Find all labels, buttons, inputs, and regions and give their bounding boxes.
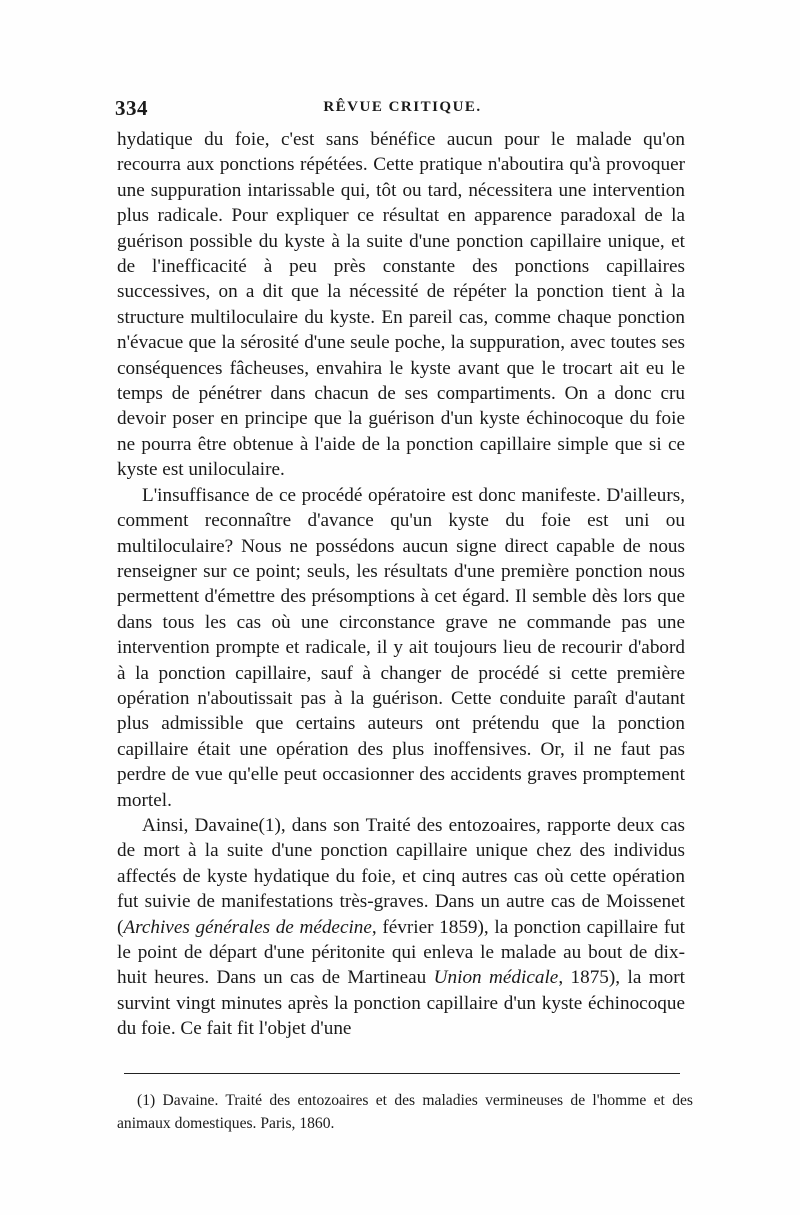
citation-archives: Archives générales de médecine	[123, 916, 372, 938]
footnote	[117, 1089, 693, 1135]
footnote-rule	[124, 1073, 680, 1074]
running-head	[115, 96, 690, 122]
journal-title: RÊVUE CRITIQUE.	[323, 99, 482, 115]
paragraph-2: L'insuffisance de ce procédé opératoire est donc manifeste. D'ailleurs, comment reconnaître d'avance qu'un kyste du foie est uni ou multiloculaire? Nous ne possédons aucun signe direct capable de nous renseigner sur ce point; seuls, les résultats d'une première ponction nous permettent d'émettre des présomptions à cet égard. Il semble dès lors que dans tous les cas où une circonstance grave ne commande pas une intervention prompte et radicale, il y ait toujours lieu de recourir d'abord à la ponction capillaire, sauf à changer de procédé si cette première opération n'aboutissait pas à la guérison. Cette conduite paraît d'autant plus admissible que certains auteurs ont prétendu que la ponction capillaire était une opération des plus inoffensives. Or, il ne faut pas perdre de vue qu'elle peut occasionner des accidents graves promptement mortel.	[117, 484, 685, 811]
body-text	[117, 127, 685, 1042]
citation-union-medicale: Union médicale	[433, 967, 559, 989]
paragraph-3	[117, 813, 685, 1042]
page-number: 334	[115, 96, 148, 120]
paragraph-3-text-a: Ainsi, Davaine(1), dans son Traité des entozoaires, rapporte deux cas de mort à la suite d'une ponction capillaire unique chez des individus affectés de kyste hydatique du foie, et cinq autres cas où cette opération fut suivie de manifestations très-graves. Dans un autre cas de Moissenet (	[117, 814, 685, 938]
footnote-text: (1) Davaine. Traité des entozoaires et des maladies vermineuses de l'homme et des animaux domestiques. Paris, 1860.	[117, 1092, 693, 1132]
paragraph-1: hydatique du foie, c'est sans bénéfice aucun pour le malade qu'on recourra aux ponctions répétées. Cette pratique n'aboutira qu'à provoquer une suppuration intarissable qui, tôt ou tard, nécessitera une intervention plus radicale. Pour expliquer ce résultat en apparence paradoxal de la guérison possible du kyste à la suite d'une ponction capillaire unique, et de l'inefficacité à peu près constante des ponctions capillaires successives, on a dit que la nécessité de répéter la ponction tient à la structure multiloculaire du kyste. En pareil cas, comme chaque ponction n'évacue que la sérosité d'une seule poche, la suppuration, avec toutes ses conséquences fâcheuses, envahira le kyste avant que le trocart ait eu le temps de pénétrer dans chacun de ses compartiments. On a donc cru devoir poser en principe que la guérison d'un kyste échinocoque du foie ne pourra être obtenue à l'aide de la ponction capillaire simple que si ce kyste est uniloculaire.	[117, 129, 685, 481]
paragraph-3-text-b: , février 1859), la ponction capillaire fut le point de départ d'une péritonite qui enleva le malade au bout de dix-huit heures. Dans un cas de Martineau	[117, 916, 686, 989]
paragraph-3-text-c: , 1875), la mort survint vingt minutes après la ponction capillaire d'un kyste échinocoque du foie. Ce fait fit l'objet d'une	[117, 967, 685, 1040]
